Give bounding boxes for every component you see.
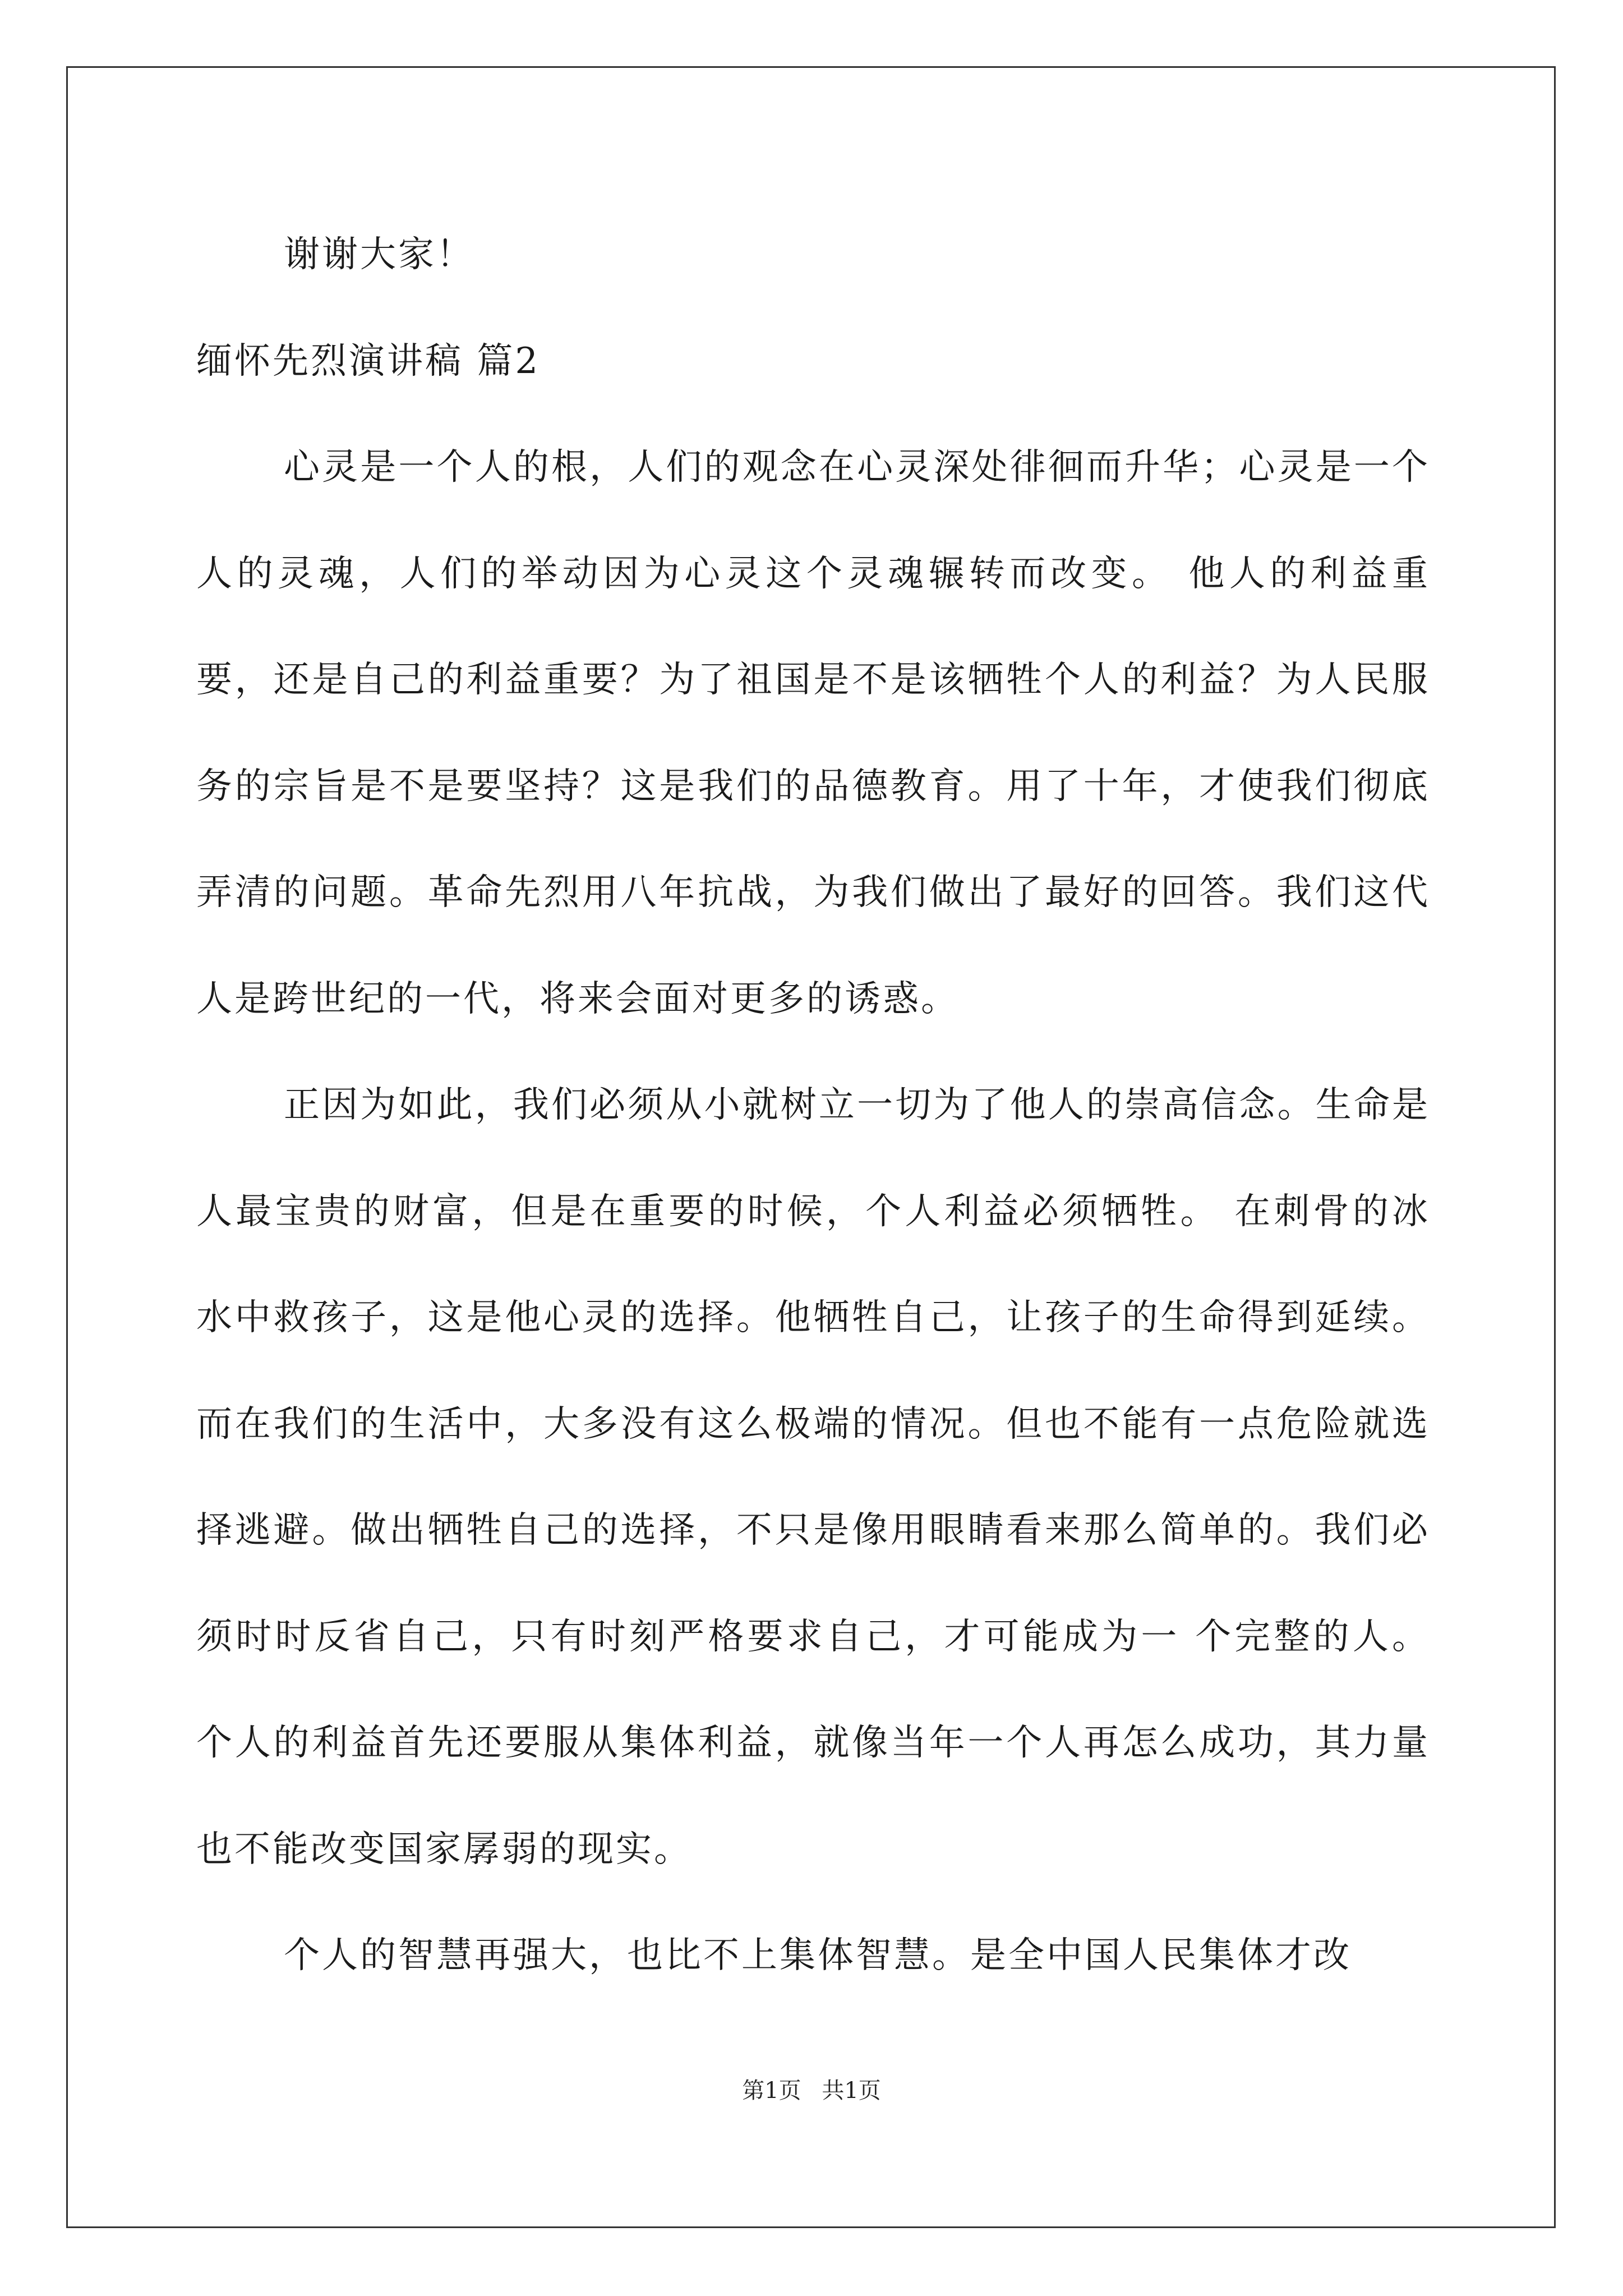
paragraph-3: 个人的智慧再强大，也比不上集体智慧。是全中国人民集体才改 — [284, 1935, 1352, 1976]
section-heading: 缅怀先烈演讲稿 篇2 — [196, 340, 541, 382]
page-number-current: 第1页 — [742, 2078, 801, 2104]
document-body — [196, 202, 1430, 2009]
paragraph-1: 心灵是一个人的根，人们的观念在心灵深处徘徊而升华；心灵是一个人的灵魂，人们的举动因为心灵这个灵魂辗转而改变。 他人的利益重要，还是自己的利益重要？为了祖国是不是该牺牲个人的利益？为人民服务的宗旨是不是要坚持？这是我们的品德教育。用了十年，才使我们彻底弄清的问题。革命先烈用八年抗战，为我们做出了最好的回答。我们这代人是跨世纪的一代，将来会面对更多的诱惑。 — [196, 447, 1430, 1020]
page-footer — [0, 2073, 1623, 2105]
closing-line: 谢谢大家！ — [284, 234, 474, 275]
paragraph-2: 正因为如此，我们必须从小就树立一切为了他人的崇高信念。生命是人最宝贵的财富，但是在重要的时候，个人利益必须牺牲。 在刺骨的冰水中救孩子，这是他心灵的选择。他牺牲自己，让孩子的生命得到延续。而在我们的生活中，大多没有这么极端的情况。但也不能有一点危险就选择逃避。做出牺牲自己的选择，不只是像用眼睛看来那么简单的。我们必须时时反省自己，只有时刻严格要求自己，才可能成为一 个完整的人。个人的利益首先还要服从集体利益，就像当年一个人再怎么成功，其力量也不能改变国家孱弱的现实。 — [196, 1084, 1430, 1870]
page-number-total: 共1页 — [822, 2078, 881, 2104]
